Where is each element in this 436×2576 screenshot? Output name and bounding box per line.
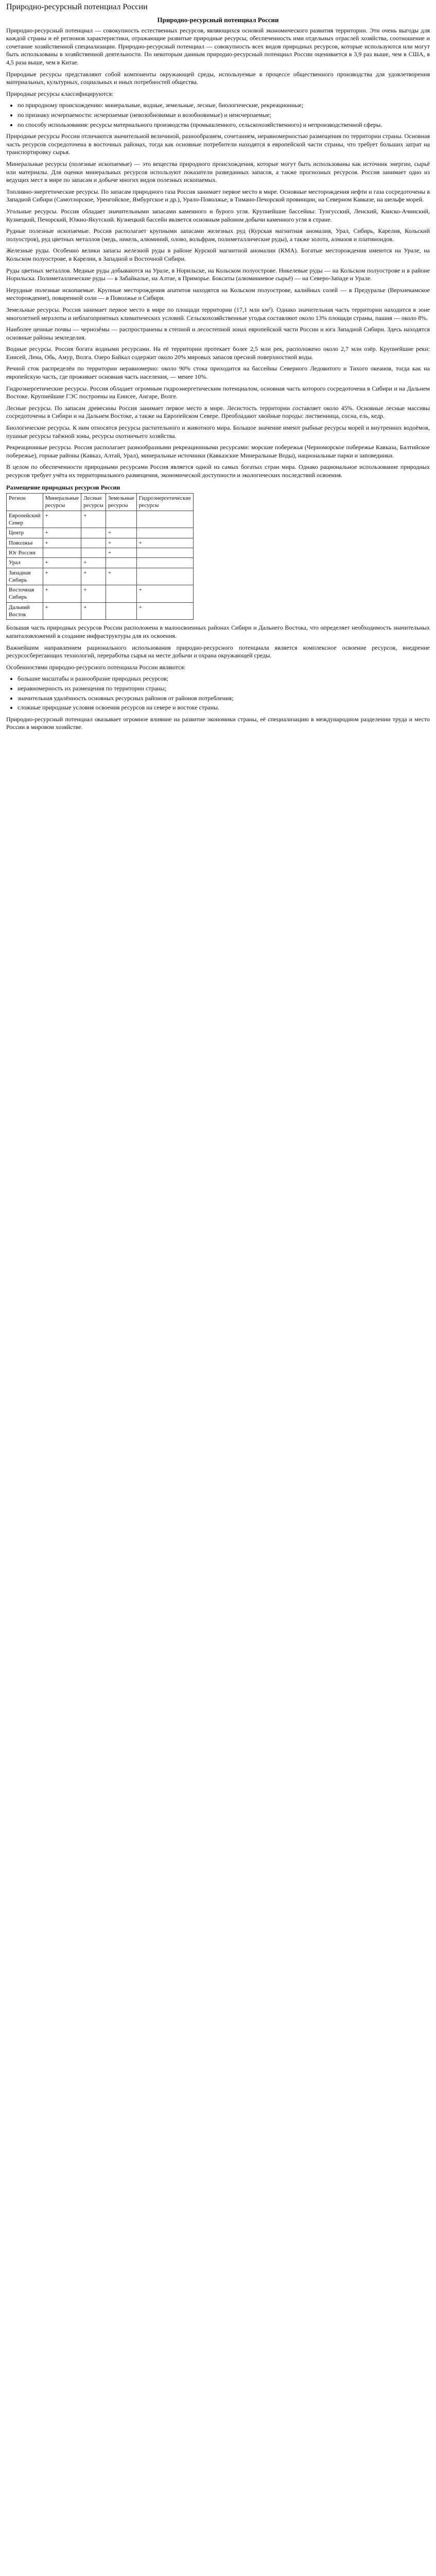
table-cell <box>136 558 193 568</box>
paragraph: Природно-ресурсный потенциал оказывает огромное влияние на развитие экономики страны, её специализацию в международном разделении труда и место России в мировом хозяйстве. <box>6 715 430 731</box>
table-row <box>7 528 194 538</box>
table-cell: + <box>106 528 136 538</box>
paragraph: Железные руды. Особенно велики запасы железной руды в районе Курской магнитной аномалии (КМА). Богатые месторождения имеются на Урале, на Кольском полуострове, в Карелии, в Западной и Восточной Сибири. <box>6 247 430 262</box>
list-item: • по природному происхождению: минеральные, водные, земельные, лесные, биологические, рекреационные; <box>18 101 430 110</box>
paragraph: Водные ресурсы. Россия богата водными ресурсами. На её территории протекает более 2,5 млн рек, расположено около 2,7 млн озёр. Крупнейшие реки: Енисей, Лена, Обь, Амур, Волга. Озеро Байкал содержит около 20% мировых запасов пресной поверхностной воды. <box>6 345 430 361</box>
table-header-cell: Регион <box>7 494 43 511</box>
paragraph: Угольные ресурсы. Россия обладает значительными запасами каменного и бурого угля. Крупнейшие бассейны: Тунгусский, Ленский, Канско-Ачинский, Кузнецкий, Печорский, Южно-Якутский. Кузнецкий бассейн является основным районом добычи каменного угля в стране. <box>6 207 430 223</box>
paragraph: Руды цветных металлов. Медные руды добываются на Урале, в Норильске, на Кольском полуострове. Никелевые руды — на Кольском полуострове и в районе Норильска. Полиметаллические руды — в Забайкалье, на Алтае, в Приморье. Бокситы (алюминиевое сырьё) — на Северо-Западе и Урале. <box>6 266 430 282</box>
table-header-cell: Гидроэнергетические ресурсы <box>136 494 193 511</box>
list-item: • значительная удалённость основных ресурсных районов от районов потребления; <box>18 694 430 703</box>
table-region-cell: Поволжье <box>7 538 43 548</box>
paragraph: Особенностями природно-ресурсного потенциала России являются: <box>6 663 186 671</box>
paragraph: Земельные ресурсы. Россия занимает первое место в мире по площади территории (17,1 млн км²). Однако значительная часть территории находится в зоне многолетней мерзлоты и неблагоприятных климатических условий. Сельскохозяйственные угодья составляют около 13% площади страны, пашня — около 8%. <box>6 306 430 321</box>
table-region-cell: Западная Сибирь <box>7 568 43 585</box>
table-row <box>7 602 194 620</box>
table-cell: + <box>81 511 106 528</box>
table-cell: + <box>81 568 106 585</box>
resources-table <box>6 493 194 620</box>
table-header-cell: Минеральные ресурсы <box>43 494 81 511</box>
article-body <box>6 27 430 732</box>
table-cell: + <box>136 602 193 620</box>
table-cell <box>81 548 106 557</box>
table-row <box>7 568 194 585</box>
bullet-list <box>6 675 430 711</box>
list-item: • большие масштабы и разнообразие природных ресурсов; <box>18 675 430 683</box>
table-cell <box>136 528 193 538</box>
table-cell <box>106 511 136 528</box>
table-cell <box>106 585 136 603</box>
table-cell: + <box>81 585 106 603</box>
table-cell <box>43 548 81 557</box>
paragraph: Важнейшим направлением рационального использования природно-ресурсного потенциала является комплексное освоение ресурсов, внедрение ресурсосберегающих технологий, переработка сырья на месте добычи и охрана окружающей среды. <box>6 643 430 659</box>
paragraph: Наиболее ценные почвы — чернозёмы — распространены в степной и лесостепной зонах европейской части России и юга Западной Сибири. Здесь находятся основные районы земледелия. <box>6 326 430 341</box>
table-cell: + <box>106 538 136 548</box>
table-cell <box>136 548 193 557</box>
table-cell <box>136 511 193 528</box>
paragraph: Природно-ресурсный потенциал — совокупность естественных ресурсов, являющихся основой экономического развития территории. Эти очень выгоды для каждой страны и её регионов характеристики, отражающие развитые природные ресурсы, обеспеченность ими отдельных отраслей хозяйства, соотношение и сочетание хозяйственной специализации. Природно-ресурсный потенциал — совокупность всех видов природных ресурсов, которые используются или могут быть использованы в хозяйственной деятельности. По некоторым данным природно-ресурсный потенциал России оценивается в 3,9 раз выше, чем в США, в 4,5 раза выше, чем в Китае. <box>6 26 430 66</box>
table-header-cell: Земельные ресурсы <box>106 494 136 511</box>
table-row <box>7 511 194 528</box>
table-cell: + <box>43 511 81 528</box>
table-header-cell: Лесные ресурсы <box>81 494 106 511</box>
paragraph: Минеральные ресурсы (полезные ископаемые) — это вещества природного происхождения, которые могут быть использованы как источник энергии, сырьё или материалы. Для оценки минеральных ресурсов используют показатели разведанных запасов, а также прогнозных ресурсов. Россия занимает одно из ведущих мест в мире по запасам и добыче многих видов полезных ископаемых. <box>6 160 430 184</box>
table-cell: + <box>81 602 106 620</box>
table-cell <box>106 602 136 620</box>
paragraph: Речной сток распределён по территории неравномерно: около 90% стока приходится на бассейны Северного Ледовитого и Тихого океанов, тогда как на европейскую часть, где проживает основная часть населения, — менее 10%. <box>6 365 430 381</box>
table-cell: + <box>43 585 81 603</box>
table-row <box>7 538 194 548</box>
paragraph: Природные ресурсы России отличаются значительной величиной, разнообразием, сочетанием, неравномерностью размещения по территории страны. Основная часть ресурсов сосредоточена в восточных районах, тогда как основные потребители находятся в европейской части страны, что требует больших затрат на транспортировку сырья. <box>6 132 430 156</box>
table-cell <box>81 538 106 548</box>
paragraph: Биологические ресурсы. К ним относятся ресурсы растительного и животного мира. Большое значение имеют рыбные ресурсы морей и внутренних водоёмов, пушные ресурсы таёжной зоны, ресурсы охотничьего хозяйства. <box>6 424 430 439</box>
paragraph: Лесные ресурсы. По запасам древесины Россия занимает первое место в мире. Лесистость территории составляет около 45%. Основные лесные массивы сосредоточены в Сибири и на Дальнем Востоке, а также на Европейском Севере. Преобладают хвойные породы: лиственница, сосна, ель, кедр. <box>6 404 430 420</box>
table-cell: + <box>43 568 81 585</box>
list-item: • сложные природные условия освоения ресурсов на севере и востоке страны. <box>18 704 430 712</box>
list-item: • неравномерность их размещения по территории страны; <box>18 685 430 693</box>
document-page <box>0 0 436 745</box>
table-cell <box>81 528 106 538</box>
table-region-cell: Центр <box>7 528 43 538</box>
table-cell: + <box>106 568 136 585</box>
table-row <box>7 585 194 603</box>
table-region-cell: Восточная Сибирь <box>7 585 43 603</box>
paragraph: Нерудные полезные ископаемые. Крупные месторождения апатитов находятся на Кольском полуострове, калийных солей — в Предуралье (Верхнекамское месторождение), поваренной соли — в Поволжье и Сибири. <box>6 286 430 302</box>
table-cell: + <box>106 548 136 557</box>
table-region-cell: Европейский Север <box>7 511 43 528</box>
table-header-row <box>7 494 194 511</box>
table-cell: + <box>43 528 81 538</box>
table-cell: + <box>81 558 106 568</box>
table-cell: + <box>43 558 81 568</box>
paragraph: Рудные полезные ископаемые. Россия располагает крупными запасами железных руд (Курская магнитная аномалия, Урал, Сибирь, Карелия, Кольский полуостров), руд цветных металлов (медь, никель, алюминий, олово, вольфрам, полиметаллические руды), а также золота, алмазов и платиноидов. <box>6 227 430 243</box>
paragraph: Гидроэнергетические ресурсы. Россия обладает огромным гидроэнергетическим потенциалом, основная часть которого сосредоточена в Сибири и на Дальнем Востоке. Крупнейшие ГЭС построены на Енисее, Ангаре, Волге. <box>6 384 430 400</box>
table-cell: + <box>43 602 81 620</box>
table-cell <box>136 568 193 585</box>
paragraph: Рекреационные ресурсы. Россия располагает разнообразными рекреационными ресурсами: морские побережья (Черноморское побережье Кавказа, Балтийское побережье), горные районы (Кавказ, Алтай, Урал), минеральные источники (Кавказские Минеральные Воды), национальные парки и заповедники. <box>6 444 430 459</box>
table-row <box>7 548 194 557</box>
table-cell: + <box>136 538 193 548</box>
table-cell: + <box>43 538 81 548</box>
article-title: Природно-ресурсный потенциал России <box>157 15 279 24</box>
table-region-cell: Дальний Восток <box>7 602 43 620</box>
table-region-cell: Юг России <box>7 548 43 557</box>
paragraph: Топливно-энергетические ресурсы. По запасам природного газа Россия занимает первое место в мире. Основные месторождения нефти и газа сосредоточены в Западной Сибири (Самотлорское, Уренгойское, Ямбургское и др.), Урало-Поволжье, в Тимано-Печорской провинции, на Северном Кавказе, на шельфе морей. <box>6 188 430 204</box>
table-row <box>7 558 194 568</box>
list-item: • по способу использования: ресурсы материального производства (промышленного, сельскохозяйственного) и непроизводственной сферы. <box>18 121 430 129</box>
table-region-cell: Урал <box>7 558 43 568</box>
paragraph: Большая часть природных ресурсов России расположена в малоосвоенных районах Сибири и Дальнего Востока, что определяет необходимость значительных капиталовложений в создание инфраструктуры для их освоения. <box>6 624 430 639</box>
paragraph: Природные ресурсы классифицируются: <box>6 90 114 97</box>
bullet-list <box>6 101 430 129</box>
table-caption: Размещение природных ресурсов России <box>6 483 120 491</box>
page-title: Природно-ресурсный потенциал России <box>6 3 148 11</box>
list-item: • по признаку исчерпаемости: исчерпаемые (невозобновимые и возобновимые) и неисчерпаемые; <box>18 111 430 120</box>
paragraph: В целом по обеспеченности природными ресурсами Россия является одной из самых богатых стран мира. Однако рациональное использование природных ресурсов требует учёта их территориального размещения, экономической доступности и экологических последствий освоения. <box>6 463 430 479</box>
paragraph: Природные ресурсы представляют собой компоненты окружающей среды, используемые в процессе общественного производства для удовлетворения материальных, культурных, социальных и иных потребностей общества. <box>6 70 430 86</box>
table-cell: + <box>136 585 193 603</box>
table-cell <box>106 558 136 568</box>
